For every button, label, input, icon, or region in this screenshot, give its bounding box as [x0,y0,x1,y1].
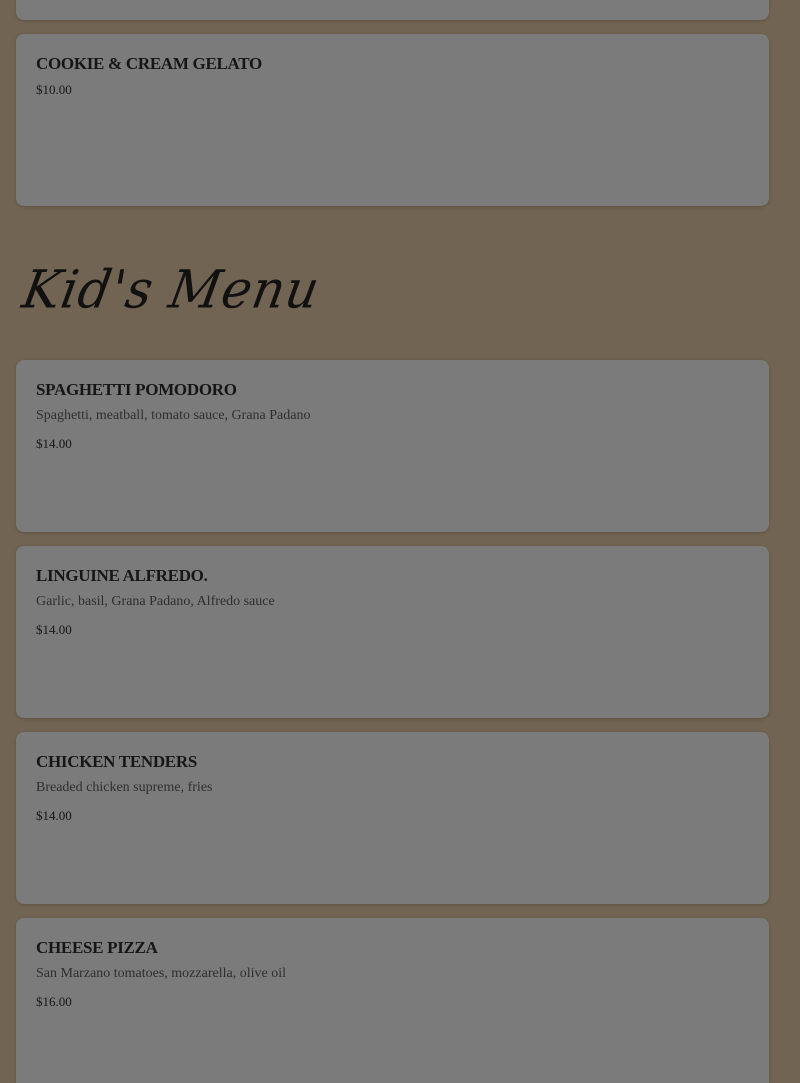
menu-item-name: CHICKEN TENDERS [36,752,197,771]
menu-item-description: San Marzano tomatoes, mozzarella, olive oil [36,966,286,981]
menu-item-description: Spaghetti, meatball, tomato sauce, Grana Padano [36,408,311,423]
menu-item-name: LINGUINE ALFREDO. [36,566,208,585]
menu-item-card[interactable] [16,918,769,1083]
kids-menu-heading: Kid's Menu [18,259,325,320]
menu-item-card[interactable] [16,732,769,904]
menu-item-card[interactable] [16,34,769,206]
menu-item-description: Garlic, basil, Grana Padano, Alfredo sauce [36,594,275,609]
menu-item-name: SPAGHETTI POMODORO [36,380,237,399]
menu-item-name: COOKIE & CREAM GELATO [36,54,262,73]
menu-item-price: $14.00 [36,808,72,823]
menu-item-price: $14.00 [36,622,72,637]
menu-item-card[interactable] [16,546,769,718]
menu-item-price: $14.00 [36,436,72,451]
menu-item-description: Breaded chicken supreme, fries [36,780,213,795]
menu-item-name: CHEESE PIZZA [36,938,158,957]
menu-item-card-partial [16,0,769,20]
menu-item-price: $16.00 [36,994,72,1009]
menu-item-card[interactable] [16,360,769,532]
menu-item-price: $10.00 [36,82,72,97]
